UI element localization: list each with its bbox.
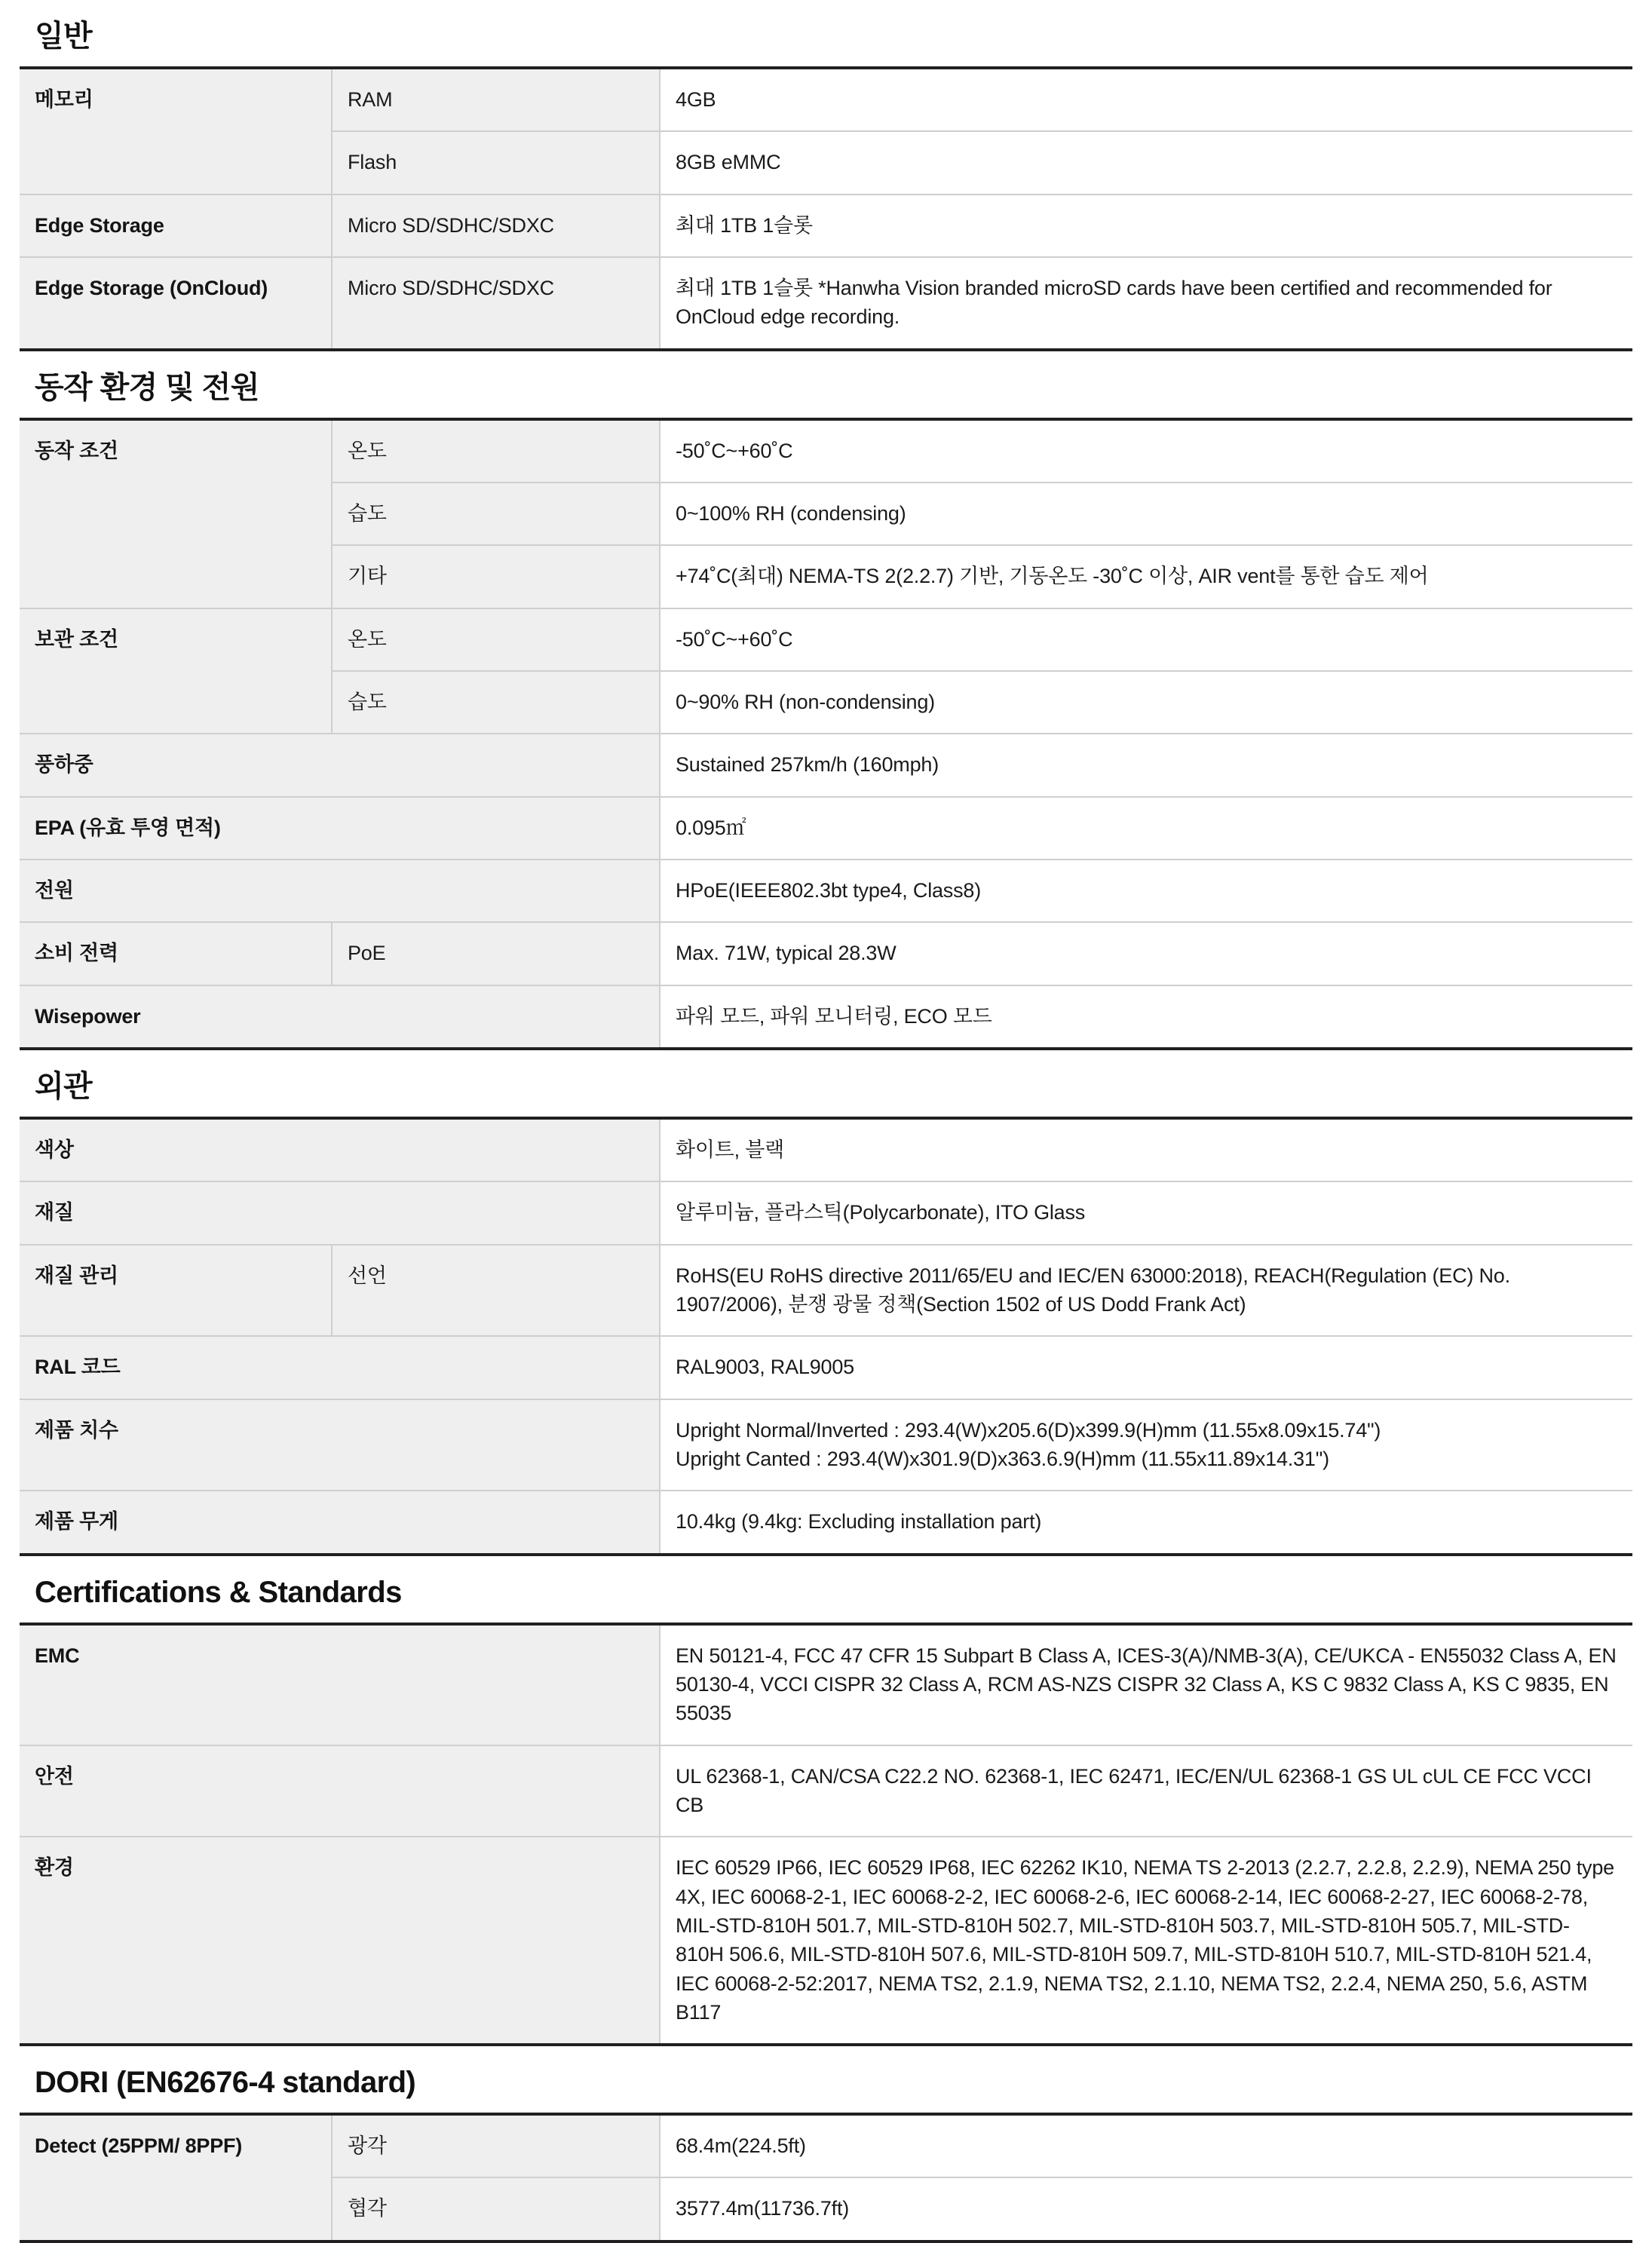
table-row (20, 419, 1632, 483)
table-row (20, 1245, 1632, 1337)
table-row (20, 1399, 1632, 1491)
row-value: Sustained 257km/h (160mph) (660, 734, 1632, 796)
row-key: 안전 (20, 1745, 660, 1837)
row-value (660, 1399, 1632, 1491)
row-value: -50˚C~+60˚C (660, 419, 1632, 483)
row-value: EN 50121-4, FCC 47 CFR 15 Subpart B Class A, ICES-3(A)/NMB-3(A), CE/UKCA - EN55032 Class A, EN 50130-4, VCCI CISPR 32 Class A, RCM AS-NZS CISPR 32 Class A, KS C 9832 Class A, KS C 9835, EN 55035 (660, 1624, 1632, 1745)
row-value: 0~90% RH (non-condensing) (660, 671, 1632, 734)
table-row (20, 1491, 1632, 1554)
table-row (20, 2114, 1632, 2177)
table-row (20, 1336, 1632, 1399)
spec-table-general (20, 66, 1632, 351)
section-title-environment-power: 동작 환경 및 전원 (35, 370, 259, 404)
row-key: 메모리 (20, 68, 332, 195)
spec-table-certifications (20, 1622, 1632, 2047)
row-subkey: 습도 (332, 671, 660, 734)
row-subkey: Flash (332, 131, 660, 194)
row-value: Max. 71W, typical 28.3W (660, 922, 1632, 985)
table-row (20, 1181, 1632, 1244)
row-value: 최대 1TB 1슬롯 *Hanwha Vision branded microSD cards have been certified and recommended for OnCloud edge recording. (660, 257, 1632, 350)
row-value: 68.4m(224.5ft) (660, 2114, 1632, 2177)
row-subkey: PoE (332, 922, 660, 985)
row-key: 보관 조건 (20, 608, 332, 734)
section-environment-power (0, 351, 1652, 1050)
row-value: 4GB (660, 68, 1632, 131)
row-key: 색상 (20, 1118, 660, 1181)
section-title-appearance: 외관 (35, 1069, 93, 1103)
row-key: 환경 (20, 1837, 660, 2045)
section-appearance (0, 1050, 1652, 1556)
row-subkey: Micro SD/SDHC/SDXC (332, 195, 660, 257)
row-key: 제품 무게 (20, 1491, 660, 1554)
row-subkey: RAM (332, 68, 660, 131)
table-row (20, 608, 1632, 671)
row-key: 전원 (20, 860, 660, 922)
row-key: 풍하중 (20, 734, 660, 796)
row-key: 제품 치수 (20, 1399, 660, 1491)
row-subkey: 온도 (332, 419, 660, 483)
row-key: 재질 관리 (20, 1245, 332, 1337)
row-value: 알루미늄, 플라스틱(Polycarbonate), ITO Glass (660, 1181, 1632, 1244)
row-subkey: Micro SD/SDHC/SDXC (332, 257, 660, 350)
table-row (20, 1118, 1632, 1181)
row-subkey: 온도 (332, 608, 660, 671)
row-key: EMC (20, 1624, 660, 1745)
row-subkey: 습도 (332, 483, 660, 545)
row-key: 재질 (20, 1181, 660, 1244)
row-subkey: 기타 (332, 545, 660, 608)
row-value: RAL9003, RAL9005 (660, 1336, 1632, 1399)
spec-table-dori (20, 2113, 1632, 2243)
section-title-certifications: Certifications & Standards (35, 1575, 402, 1609)
row-value: 화이트, 블랙 (660, 1118, 1632, 1181)
row-key: RAL 코드 (20, 1336, 660, 1399)
spec-table-appearance (20, 1117, 1632, 1556)
spec-table-environment-power (20, 418, 1632, 1050)
row-value: 파워 모드, 파워 모니터링, ECO 모드 (660, 985, 1632, 1049)
table-row (20, 1745, 1632, 1837)
row-key: 소비 전력 (20, 922, 332, 985)
row-subkey: 협각 (332, 2177, 660, 2241)
row-value: 0~100% RH (condensing) (660, 483, 1632, 545)
table-row (20, 195, 1632, 257)
row-value: 0.095㎡ (660, 797, 1632, 860)
table-row (20, 922, 1632, 985)
section-certifications (0, 1556, 1652, 2047)
table-row (20, 985, 1632, 1049)
row-value: 10.4kg (9.4kg: Excluding installation part) (660, 1491, 1632, 1554)
row-value: UL 62368-1, CAN/CSA C22.2 NO. 62368-1, IEC 62471, IEC/EN/UL 62368-1 GS UL cUL CE FCC VCCI CB (660, 1745, 1632, 1837)
section-title-general: 일반 (35, 20, 93, 53)
table-row (20, 1837, 1632, 2045)
row-value: +74˚C(최대) NEMA-TS 2(2.2.7) 기반, 기동온도 -30˚C 이상, AIR vent를 통한 습도 제어 (660, 545, 1632, 608)
row-key: 동작 조건 (20, 419, 332, 608)
row-value: -50˚C~+60˚C (660, 608, 1632, 671)
table-row (20, 1624, 1632, 1745)
table-row (20, 257, 1632, 350)
row-value: IEC 60529 IP66, IEC 60529 IP68, IEC 62262 IK10, NEMA TS 2-2013 (2.2.7, 2.2.8, 2.2.9), NEMA 250 type 4X, IEC 60068-2-1, IEC 60068-2-2, IEC 60068-2-6, IEC 60068-2-14, IEC 60068-2-27, IEC 60068-2-78, MIL-STD-810H 501.7, MIL-STD-810H 502.7, MIL-STD-810H 503.7, MIL-STD-810H 505.7, MIL-STD-810H 506.6, MIL-STD-810H 507.6, MIL-STD-810H 509.7, MIL-STD-810H 510.7, MIL-STD-810H 521.4, IEC 60068-2-52:2017, NEMA TS2, 2.1.9, NEMA TS2, 2.1.10, NEMA TS2, 2.2.4, NEMA 250, 5.6, ASTM B117 (660, 1837, 1632, 2045)
table-row (20, 734, 1632, 796)
row-value-line: Upright Canted : 293.4(W)x301.9(D)x363.6.9(H)mm (11.55x11.89x14.31") (676, 1447, 1329, 1470)
row-key: EPA (유효 투영 면적) (20, 797, 660, 860)
row-key: Detect (25PPM/ 8PPF) (20, 2114, 332, 2241)
section-title-dori: DORI (EN62676-4 standard) (35, 2066, 416, 2100)
section-general (0, 0, 1652, 351)
row-value: 8GB eMMC (660, 131, 1632, 194)
row-key: Edge Storage (OnCloud) (20, 257, 332, 350)
row-value: 3577.4m(11736.7ft) (660, 2177, 1632, 2241)
section-dori (0, 2046, 1652, 2243)
row-value-line: Upright Normal/Inverted : 293.4(W)x205.6(D)x399.9(H)mm (11.55x8.09x15.74") (676, 1418, 1381, 1442)
table-row (20, 797, 1632, 860)
table-row (20, 68, 1632, 131)
row-subkey: 광각 (332, 2114, 660, 2177)
row-key: Edge Storage (20, 195, 332, 257)
row-key: Wisepower (20, 985, 660, 1049)
table-row (20, 860, 1632, 922)
row-value: HPoE(IEEE802.3bt type4, Class8) (660, 860, 1632, 922)
row-value: RoHS(EU RoHS directive 2011/65/EU and IEC/EN 63000:2018), REACH(Regulation (EC) No. 1907/2006), 분쟁 광물 정책(Section 1502 of US Dodd Frank Act) (660, 1245, 1632, 1337)
row-value: 최대 1TB 1슬롯 (660, 195, 1632, 257)
row-subkey: 선언 (332, 1245, 660, 1337)
